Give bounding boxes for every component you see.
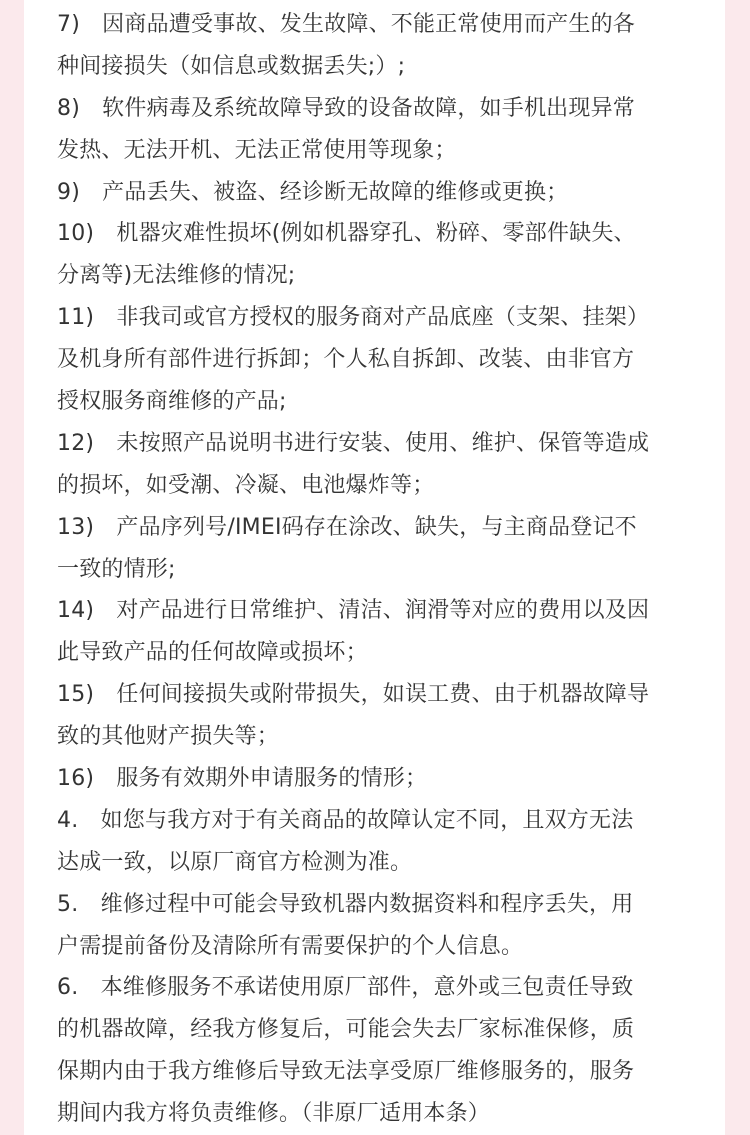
text-line: 4. 如您与我方对于有关商品的故障认定不同，且双方无法 [57,807,634,833]
text-line: 7) 因商品遭受事故、发生故障、不能正常使用而产生的各 [57,12,635,37]
text-line: 户需提前备份及清除所有需要保护的个人信息。 [57,933,524,959]
text-line: 此导致产品的任何故障或损坏； [57,640,368,666]
text-line: 分离等)无法维修的情况; [57,263,296,289]
text-line: 6. 本维修服务不承诺使用原厂部件，意外或三包责任导致 [57,975,634,1001]
text-line: 致的其他财产损失等； [57,724,280,750]
text-line: 5. 维修过程中可能会导致机器内数据资料和程序丢失，用 [57,891,634,917]
text-line: 达成一致，以原厂商官方检测为准。 [57,849,413,875]
text-line: 期间内我方将负责维修。（非原厂适用本条） [57,1101,491,1127]
text-line: 一致的情形; [57,556,176,582]
text-line: 发热、无法开机、无法正常使用等现象； [57,137,457,163]
text-line: 8) 软件病毒及系统故障导致的设备故障，如手机出现异常 [57,95,635,121]
text-line: 保期内由于我方维修后导致无法享受原厂维修服务的，服务 [57,1059,635,1085]
text-line: 授权服务商维修的产品; [57,389,287,415]
text-line: 16) 服务有效期外申请服务的情形； [57,766,428,792]
text-line: 及机身所有部件进行拆卸；个人私自拆卸、改装、由非官方 [57,347,635,373]
text-line: 种间接损失（如信息或数据丢失;）; [57,53,406,79]
text-line: 11) 非我司或官方授权的服务商对产品底座（支架、挂架） [57,305,650,331]
text-line: 14) 对产品进行日常维护、清洁、润滑等对应的费用以及因 [57,598,650,624]
text-line: 13) 产品序列号/IMEI码存在涂改、缺失，与主商品登记不 [57,514,637,540]
text-line: 12) 未按照产品说明书进行安装、使用、维护、保管等造成 [57,430,650,456]
text-line: 的机器故障，经我方修复后，可能会失去厂家标准保修，质 [57,1017,635,1043]
text-line: 的损坏，如受潮、冷凝、电池爆炸等； [57,472,435,498]
terms-text [57,4,697,1135]
text-line: 15) 任何间接损失或附带损失，如误工费、由于机器故障导 [57,682,650,708]
text-line: 9) 产品丢失、被盗、经诊断无故障的维修或更换； [57,179,569,205]
text-line: 10) 机器灾难性损坏(例如机器穿孔、粉碎、零部件缺失、 [57,221,636,247]
